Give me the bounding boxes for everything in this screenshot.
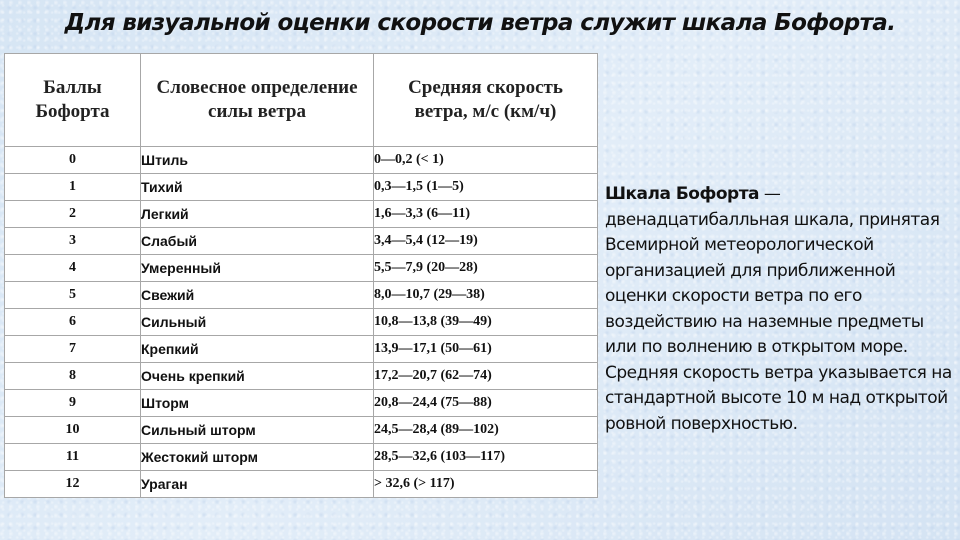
beaufort-number: 0: [5, 147, 141, 174]
wind-description: Свежий: [141, 282, 374, 309]
beaufort-scale-table: [4, 53, 598, 498]
wind-speed: 17,2—20,7 (62—74): [374, 363, 598, 390]
wind-speed: 20,8—24,4 (75—88): [374, 390, 598, 417]
beaufort-number: 9: [5, 390, 141, 417]
beaufort-number: 8: [5, 363, 141, 390]
wind-speed: 0—0,2 (< 1): [374, 147, 598, 174]
wind-speed: 13,9—17,1 (50—61): [374, 336, 598, 363]
beaufort-number: 7: [5, 336, 141, 363]
wind-description: Тихий: [141, 174, 374, 201]
slide-title: Для визуальной оценки скорости ветра служит шкала Бофорта.: [64, 10, 896, 36]
wind-speed: 1,6—3,3 (6—11): [374, 201, 598, 228]
beaufort-number: 1: [5, 174, 141, 201]
wind-description: Жестокий шторм: [141, 444, 374, 471]
beaufort-number: 5: [5, 282, 141, 309]
table-row: [5, 228, 598, 255]
wind-speed: 5,5—7,9 (20—28): [374, 255, 598, 282]
table-row: [5, 147, 598, 174]
table-header-row: [5, 54, 598, 147]
wind-speed: 24,5—28,4 (89—102): [374, 417, 598, 444]
measurement-note: Средняя скорость ветра указывается на стандартной высоте 10 м над открытой ровной поверхностью.: [605, 362, 952, 434]
table-row: [5, 174, 598, 201]
wind-description: Очень крепкий: [141, 363, 374, 390]
wind-description: Штиль: [141, 147, 374, 174]
wind-description: Сильный шторм: [141, 417, 374, 444]
table-row: [5, 309, 598, 336]
beaufort-number: 11: [5, 444, 141, 471]
wind-description: Умеренный: [141, 255, 374, 282]
header-beaufort-number: Баллы Бофорта: [5, 54, 141, 147]
table-row: [5, 255, 598, 282]
wind-description: Легкий: [141, 201, 374, 228]
wind-speed: 8,0—10,7 (29—38): [374, 282, 598, 309]
table-row: [5, 363, 598, 390]
beaufort-description: [605, 182, 955, 437]
header-wind-speed: Средняя скорость ветра, м/с (км/ч): [374, 54, 598, 147]
beaufort-number: 10: [5, 417, 141, 444]
table-row: [5, 417, 598, 444]
table-row: [5, 471, 598, 498]
beaufort-number: 3: [5, 228, 141, 255]
wind-description: Крепкий: [141, 336, 374, 363]
wind-speed: 3,4—5,4 (12—19): [374, 228, 598, 255]
beaufort-number: 2: [5, 201, 141, 228]
table-row: [5, 201, 598, 228]
wind-description: Шторм: [141, 390, 374, 417]
wind-description: Ураган: [141, 471, 374, 498]
beaufort-number: 4: [5, 255, 141, 282]
definition-text: — двенадцатибалльная шкала, принятая Всемирной метеорологической организацией для приближенной оценки скорости ветра по его воздействию на наземные предметы или по волнению в открытом море.: [605, 184, 940, 357]
beaufort-number: 6: [5, 309, 141, 336]
table-row: [5, 390, 598, 417]
table-row: [5, 336, 598, 363]
definition-term: Шкала Бофорта: [605, 184, 760, 204]
wind-speed: 10,8—13,8 (39—49): [374, 309, 598, 336]
wind-speed: 0,3—1,5 (1—5): [374, 174, 598, 201]
wind-description: Сильный: [141, 309, 374, 336]
beaufort-number: 12: [5, 471, 141, 498]
table-row: [5, 444, 598, 471]
wind-speed: 28,5—32,6 (103—117): [374, 444, 598, 471]
wind-speed: > 32,6 (> 117): [374, 471, 598, 498]
wind-description: Слабый: [141, 228, 374, 255]
table-row: [5, 282, 598, 309]
header-wind-description: Словесное определение силы ветра: [141, 54, 374, 147]
